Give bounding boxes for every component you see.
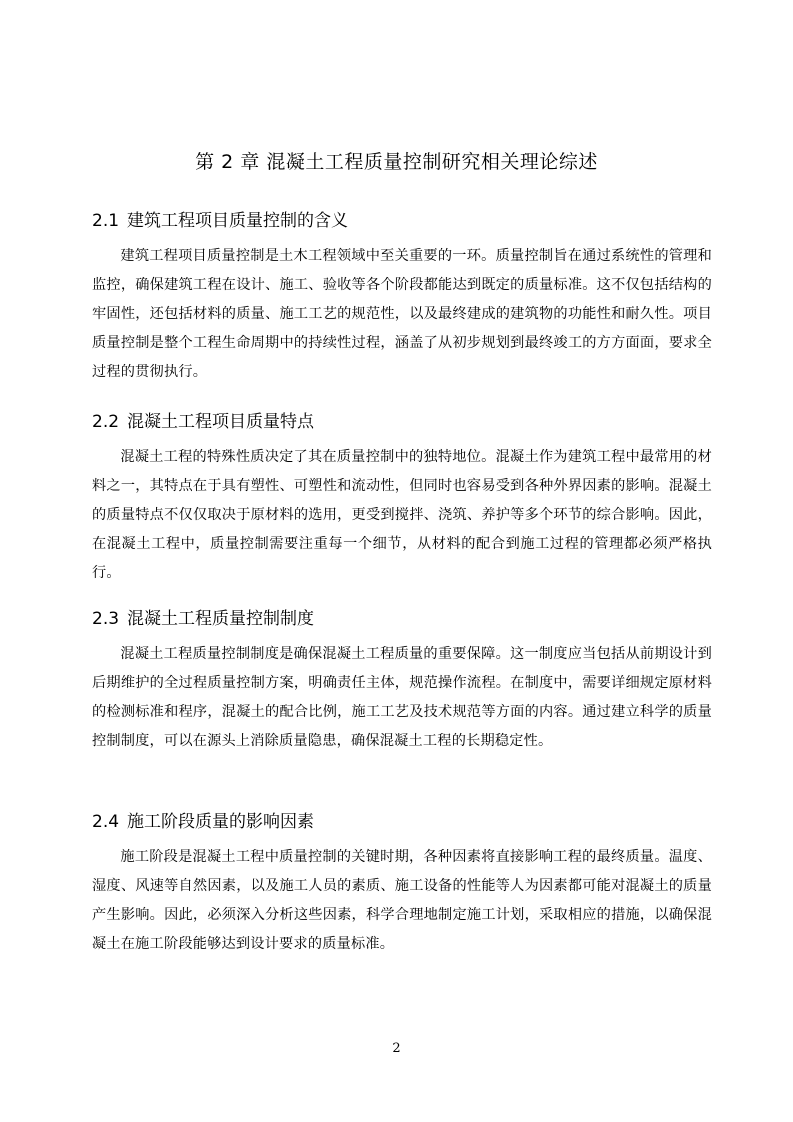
section-number: 2.2 <box>92 412 120 432</box>
section-2-1 <box>92 208 712 387</box>
section-number: 2.3 <box>92 609 120 629</box>
section-heading-text: 建筑工程项目质量控制的含义 <box>127 211 349 231</box>
section-number: 2.1 <box>92 211 120 231</box>
section-heading <box>92 606 712 632</box>
section-heading-text: 施工阶段质量的影响因素 <box>127 812 315 832</box>
section-number: 2.4 <box>92 812 120 832</box>
section-2-2 <box>92 409 712 588</box>
section-heading <box>92 208 712 234</box>
section-paragraph: 建筑工程项目质量控制是土木工程领域中至关重要的一环。质量控制旨在通过系统性的管理和监控，确保建筑工程在设计、施工、验收等各个阶段都能达到既定的质量标准。这不仅包括结构的牢固性，还包括材料的质量、施工工艺的规范性，以及最终建成的建筑物的功能性和耐久性。项目质量控制是整个工程生命周期中的持续性过程，涵盖了从初步规划到最终竣工的方方面面，要求全过程的贯彻执行。 <box>92 248 712 380</box>
section-heading <box>92 809 712 835</box>
chapter-title: 第 2 章 混凝土工程质量控制研究相关理论综述 <box>195 151 598 173</box>
section-paragraph: 混凝土工程的特殊性质决定了其在质量控制中的独特地位。混凝土作为建筑工程中最常用的材料之一，其特点在于具有塑性、可塑性和流动性，但同时也容易受到各种外界因素的影响。混凝土的质量特点不仅仅取决于原材料的选用，更受到搅拌、浇筑、养护等多个环节的综合影响。因此，在混凝土工程中，质量控制需要注重每一个细节，从材料的配合到施工过程的管理都必须严格执行。 <box>92 449 712 581</box>
section-paragraph: 施工阶段是混凝土工程中质量控制的关键时期，各种因素将直接影响工程的最终质量。温度、湿度、风速等自然因素，以及施工人员的素质、施工设备的性能等人为因素都可能对混凝土的质量产生影响。因此，必须深入分析这些因素，科学合理地制定施工计划，采取相应的措施，以确保混凝土在施工阶段能够达到设计要求的质量标准。 <box>92 849 712 952</box>
section-paragraph: 混凝土工程质量控制制度是确保混凝土工程质量的重要保障。这一制度应当包括从前期设计到后期维护的全过程质量控制方案，明确责任主体，规范操作流程。在制度中，需要详细规定原材料的检测标准和程序，混凝土的配合比例，施工工艺及技术规范等方面的内容。通过建立科学的质量控制制度，可以在源头上消除质量隐患，确保混凝土工程的长期稳定性。 <box>92 646 712 749</box>
section-2-3 <box>92 606 712 756</box>
page-number: 2 <box>392 1041 401 1056</box>
section-heading-text: 混凝土工程质量控制制度 <box>127 609 315 629</box>
section-heading-text: 混凝土工程项目质量特点 <box>127 412 315 432</box>
section-2-4 <box>92 809 712 959</box>
section-heading <box>92 409 712 435</box>
